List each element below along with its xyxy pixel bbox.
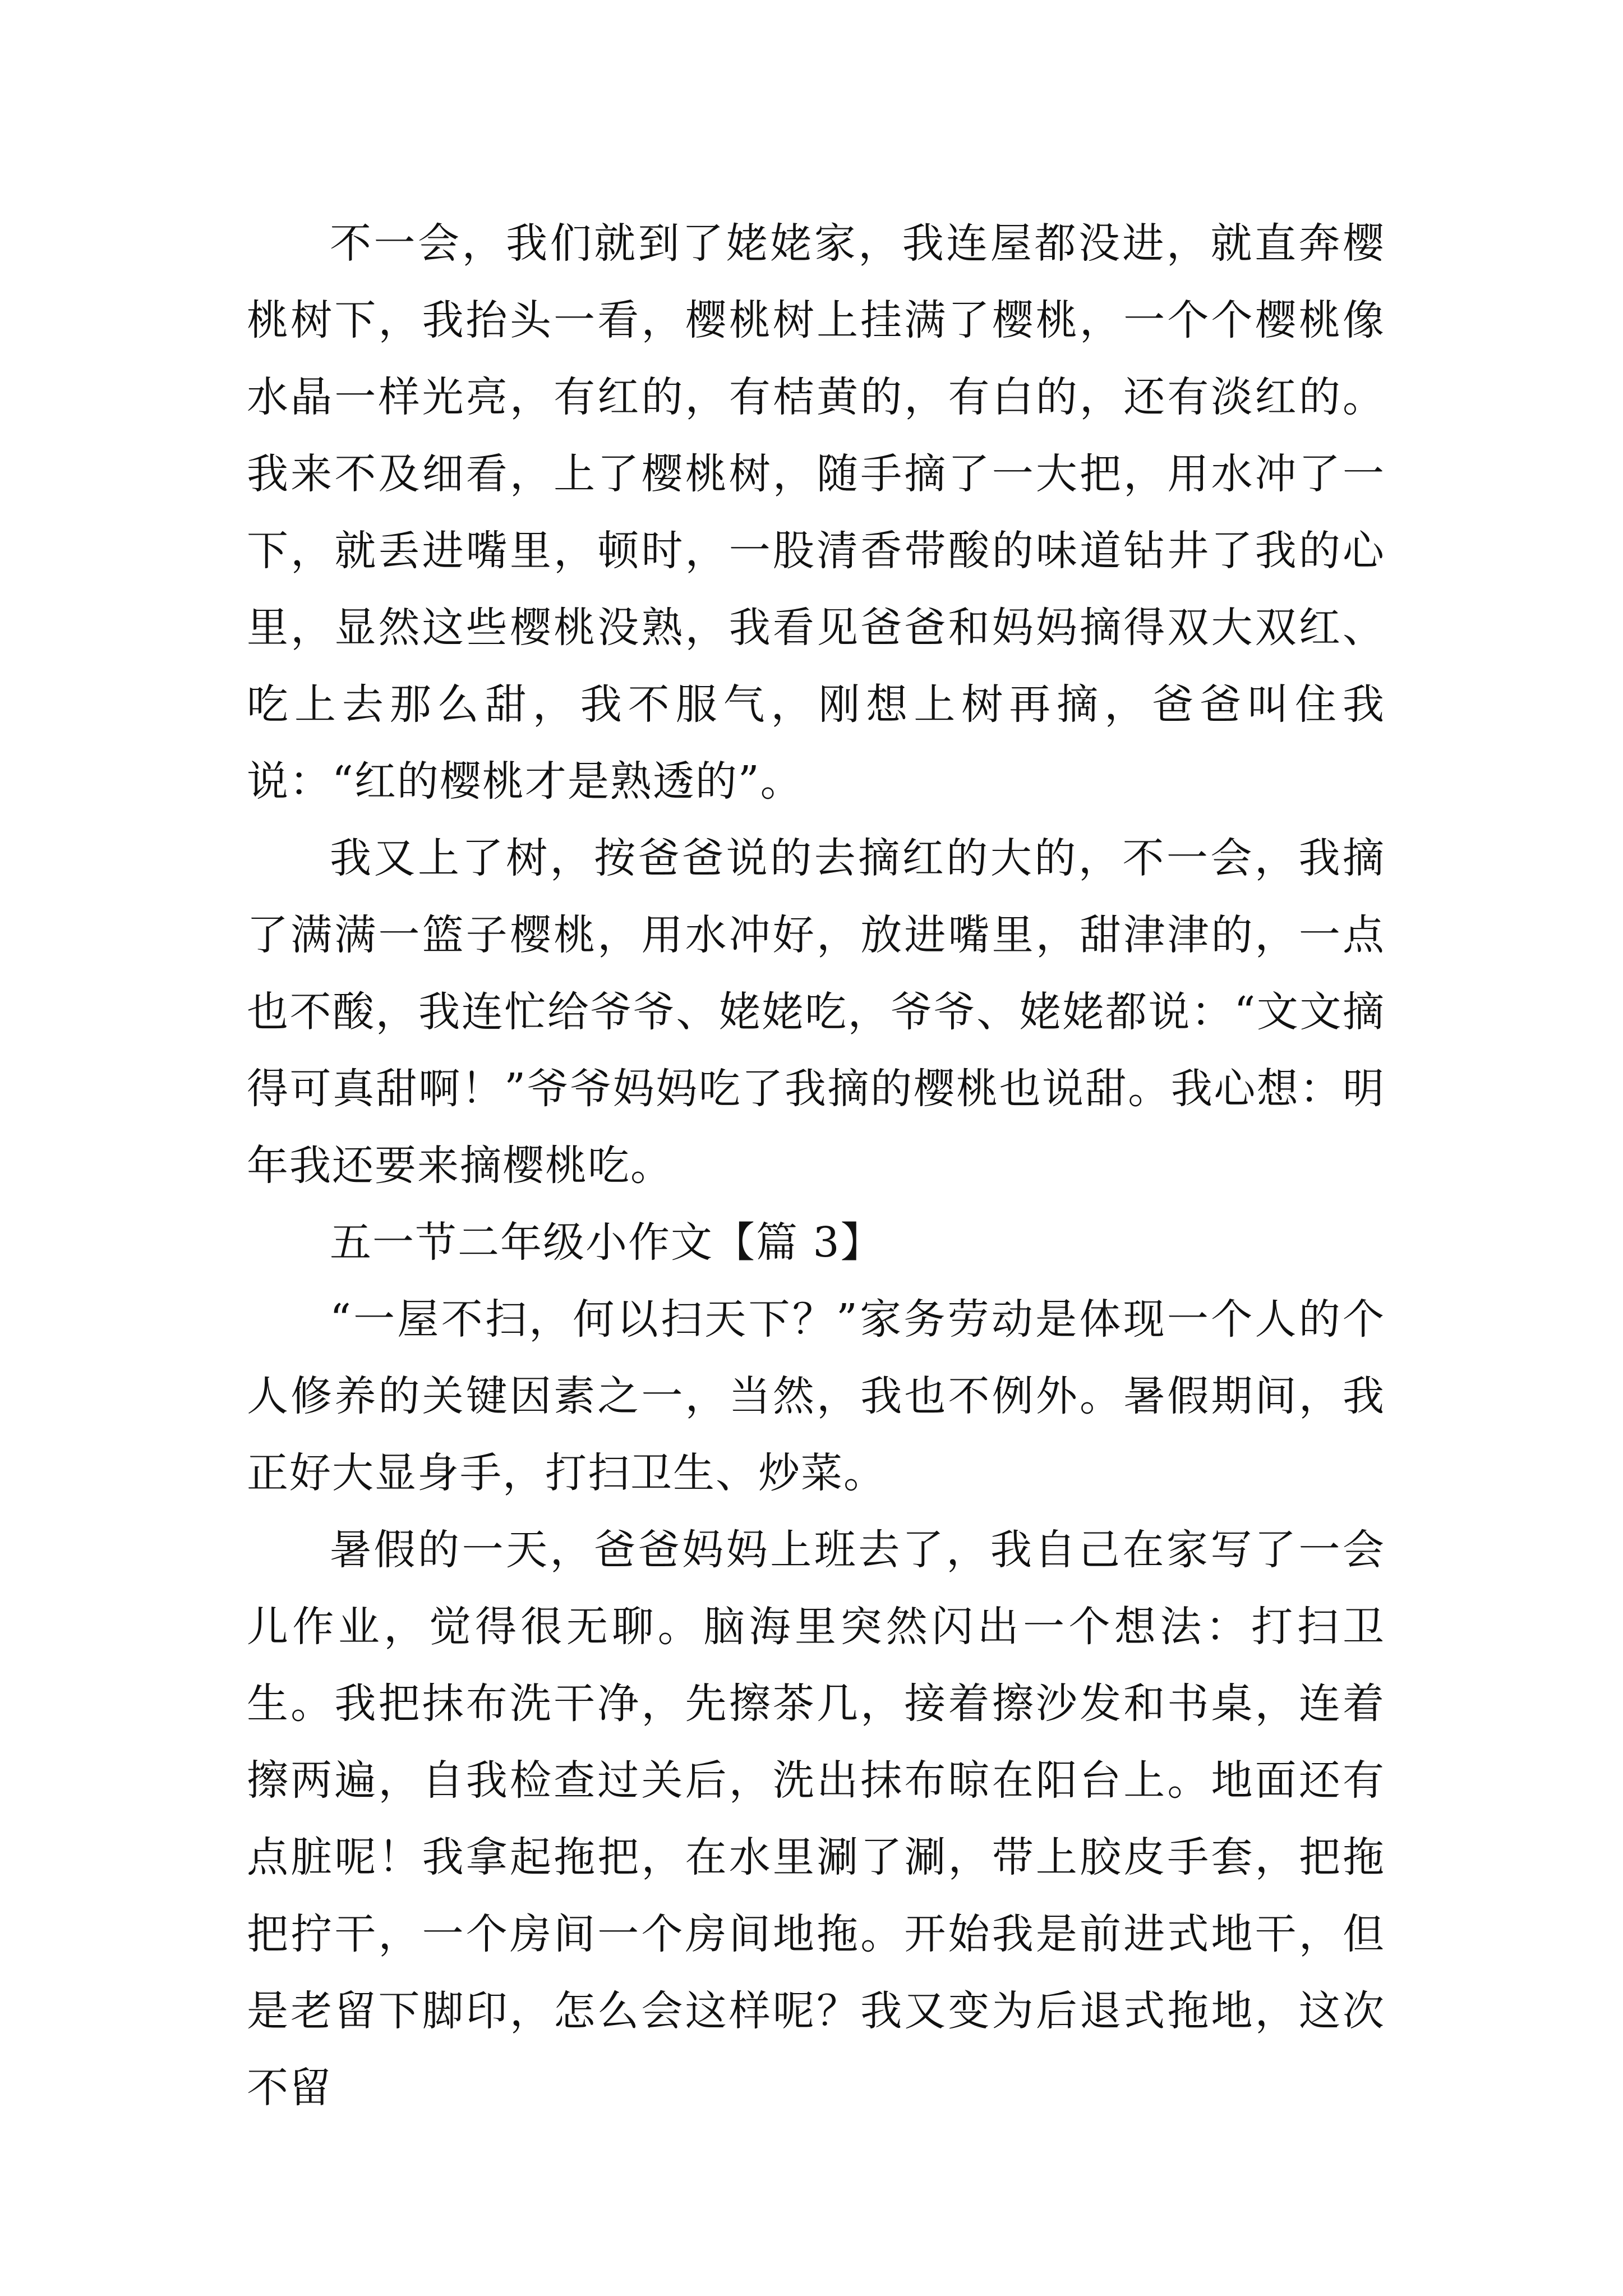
paragraph: 我又上了树，按爸爸说的去摘红的大的，不一会，我摘了满满一篮子樱桃，用水冲好，放进嘴里，甜津津的，一点也不酸，我连忙给爷爷、姥姥吃，爷爷、姥姥都说：“文文摘得可真甜啊！”爷爷妈妈吃了我摘的樱桃也说甜。我心想：明年我还要来摘樱桃吃。 (247, 834, 1385, 1190)
document-body (247, 205, 1385, 2127)
section-heading: 五一节二年级小作文【篇 3】 (330, 1218, 883, 1267)
paragraph: 暑假的一天，爸爸妈妈上班去了，我自己在家写了一会儿作业，觉得很无聊。脑海里突然闪出一个想法：打扫卫生。我把抹布洗干净，先擦茶几，接着擦沙发和书桌，连着擦两遍，自我检查过关后，洗出抹布晾在阳台上。地面还有点脏呢！我拿起拖把，在水里涮了涮，带上胶皮手套，把拖把拧干，一个房间一个房间地拖。开始我是前进式地干，但是老留下脚印，怎么会这样呢？我又变为后退式拖地，这次不留 (247, 1526, 1385, 2112)
paragraph: “一屋不扫，何以扫天下？”家务劳动是体现一个人的个人修养的关键因素之一，当然，我也不例外。暑假期间，我正好大显身手，打扫卫生、炒菜。 (247, 1295, 1385, 1497)
paragraph: 不一会，我们就到了姥姥家，我连屋都没进，就直奔樱桃树下，我抬头一看，樱桃树上挂满了樱桃，一个个樱桃像水晶一样光亮，有红的，有桔黄的，有白的，还有淡红的。我来不及细看，上了樱桃树，随手摘了一大把，用水冲了一下，就丢进嘴里，顿时，一股清香带酸的味道钻井了我的心里，显然这些樱桃没熟，我看见爸爸和妈妈摘得双大双红、吃上去那么甜，我不服气，刚想上树再摘，爸爸叫住我说：“红的樱桃才是熟透的”。 (247, 219, 1385, 806)
